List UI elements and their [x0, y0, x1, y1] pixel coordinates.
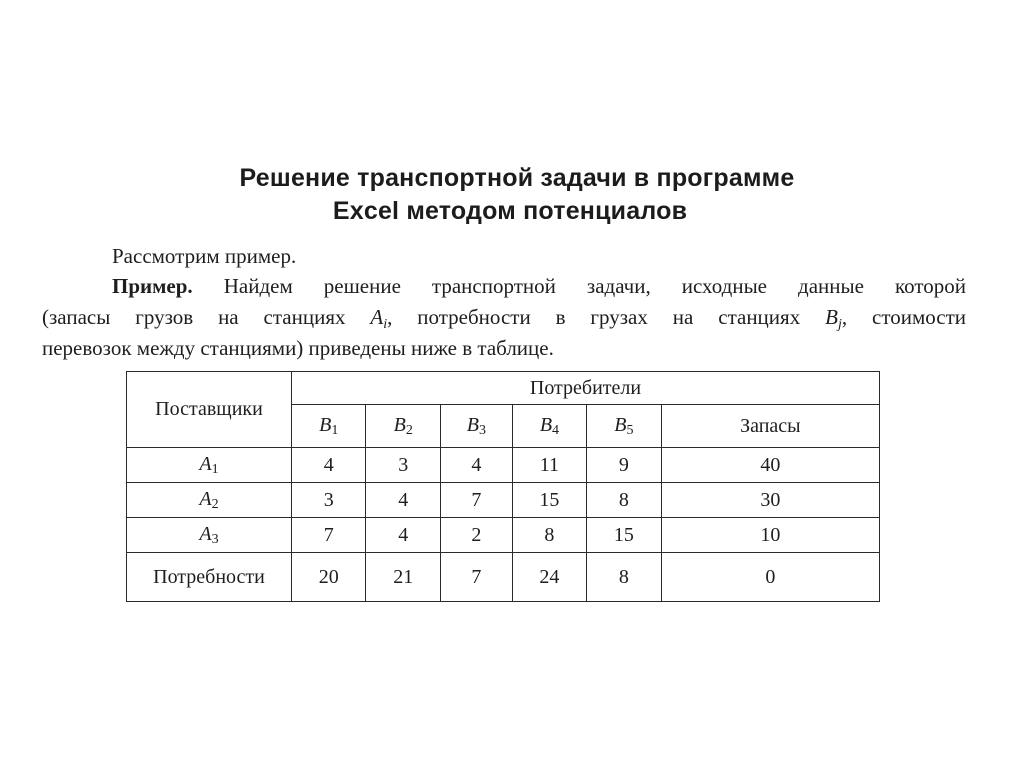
stock-cell: 10	[661, 518, 879, 553]
cost-cell: 8	[512, 518, 586, 553]
cost-cell: 11	[512, 448, 586, 483]
demand-cell: 20	[292, 553, 366, 602]
example-text-2b: , потребности в грузах на станциях	[387, 305, 801, 329]
var-b: B	[825, 305, 838, 329]
cost-cell: 7	[440, 483, 512, 518]
cost-cell: 15	[587, 518, 661, 553]
consumers-header: Потребители	[292, 372, 880, 405]
cost-cell: 4	[366, 518, 440, 553]
cost-cell: 15	[512, 483, 586, 518]
supplier-a3: A3	[127, 518, 292, 553]
supplier-a1: A1	[127, 448, 292, 483]
demand-label: Потребности	[127, 553, 292, 602]
demand-row	[127, 553, 880, 602]
cost-cell: 4	[292, 448, 366, 483]
cost-cell: 4	[366, 483, 440, 518]
demand-cell: 24	[512, 553, 586, 602]
consumer-b3: B3	[440, 405, 512, 448]
supplier-a2: A2	[127, 483, 292, 518]
cost-cell: 4	[440, 448, 512, 483]
consumer-b1: B1	[292, 405, 366, 448]
cost-cell: 7	[292, 518, 366, 553]
demand-cell: 7	[440, 553, 512, 602]
cost-cell: 2	[440, 518, 512, 553]
example-line-3: перевозок между станциями) приведены ниже в таблице.	[42, 336, 554, 360]
cost-cell: 3	[366, 448, 440, 483]
example-text-1: Найдем решение транспортной задачи, исходные данные которой	[223, 274, 967, 298]
table-row	[127, 448, 880, 483]
intro-text: Рассмотрим пример.	[112, 244, 297, 268]
consumer-b4: B4	[512, 405, 586, 448]
table-row	[127, 483, 880, 518]
transport-table	[126, 371, 880, 602]
title-line-2: Excel методом потенциалов	[332, 197, 688, 225]
example-text-2c: , стоимости	[841, 305, 967, 329]
example-text-2a: (запасы грузов на станциях	[42, 305, 346, 329]
consumer-b5: B5	[587, 405, 661, 448]
sub-i: i	[383, 317, 388, 332]
stock-cell: 40	[661, 448, 879, 483]
consumer-b2: B2	[366, 405, 440, 448]
demand-total-cell: 0	[661, 553, 879, 602]
title-line-1: Решение транспортной задачи в программе	[239, 164, 795, 192]
example-label: Пример.	[112, 274, 193, 298]
table-row	[127, 518, 880, 553]
demand-cell: 21	[366, 553, 440, 602]
sub-j: j	[837, 317, 842, 332]
demand-cell: 8	[587, 553, 661, 602]
stock-cell: 30	[661, 483, 879, 518]
table-header-row	[127, 372, 880, 405]
cost-cell: 9	[587, 448, 661, 483]
stock-header: Запасы	[661, 405, 879, 448]
suppliers-header: Поставщики	[127, 372, 292, 448]
cost-cell: 3	[292, 483, 366, 518]
var-a: A	[370, 305, 384, 329]
cost-cell: 8	[587, 483, 661, 518]
example-line-1	[112, 271, 966, 302]
